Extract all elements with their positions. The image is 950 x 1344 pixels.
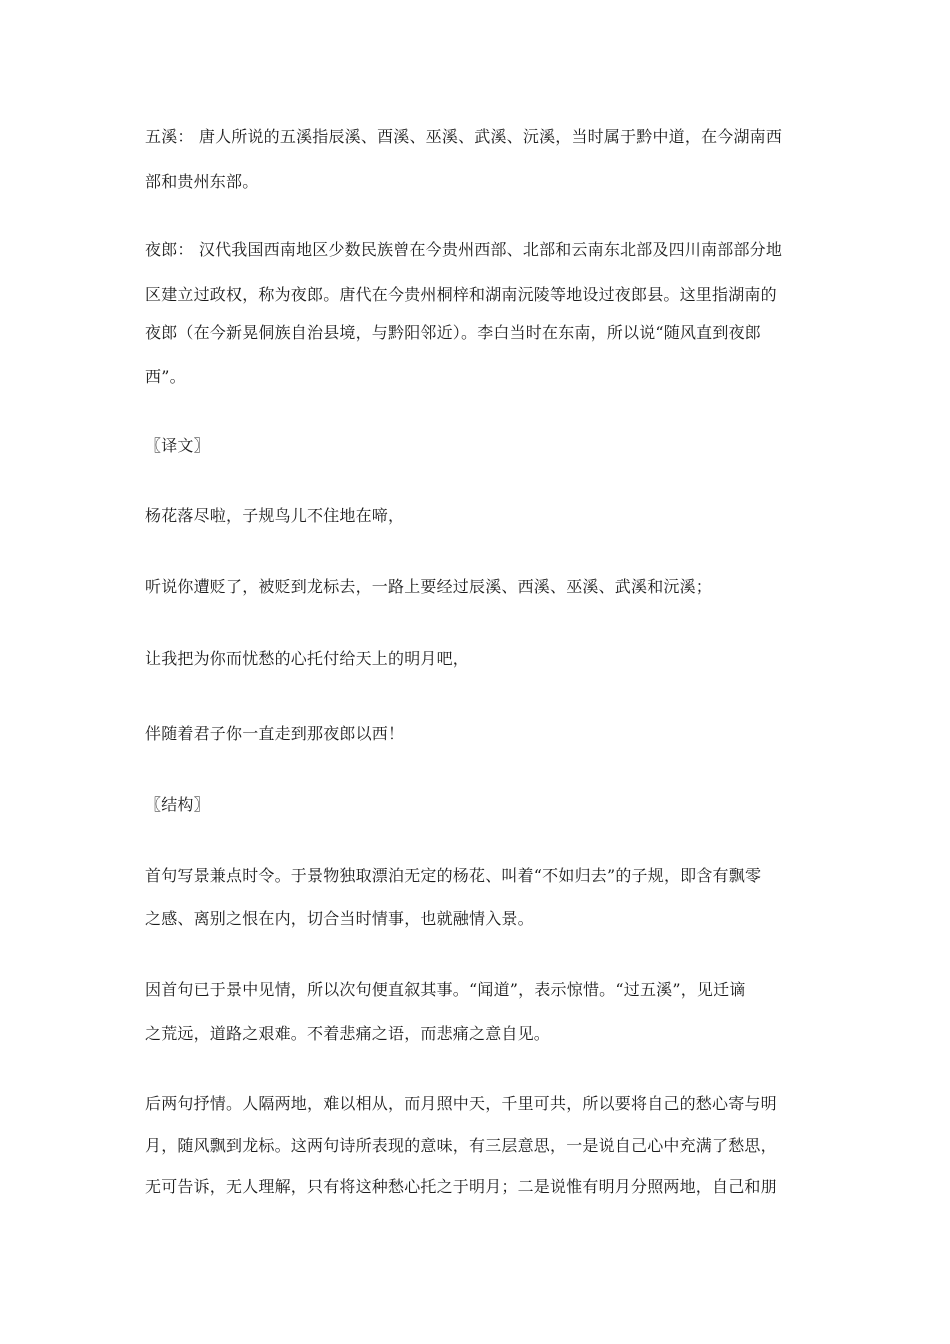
structure-para-3-line-1: 后两句抒情。人隔两地，难以相从，而月照中天，千里可共，所以要将自己的愁心寄与明 [145,1094,777,1113]
structure-para-3-line-2: 月，随风飘到龙标。这两句诗所表现的意味，有三层意思，一是说自己心中充满了愁思， [145,1136,777,1155]
translation-line-1: 杨花落尽啦，子规鸟儿不住地在啼， [145,506,405,525]
structure-para-1-line-1: 首句写景兼点时令。于景物独取漂泊无定的杨花、叫着“不如归去”的子规，即含有飘零 [145,866,762,885]
note-yelang-line-1: 夜郎： 汉代我国西南地区少数民族曾在今贵州西部、北部和云南东北部及四川南部部分地 [145,240,783,259]
note-yelang-line-2: 区建立过政权，称为夜郎。唐代在今贵州桐梓和湖南沅陵等地设过夜郎县。这里指湖南的 [145,285,777,304]
structure-para-1-line-2: 之感、离别之恨在内，切合当时情事，也就融情入景。 [145,909,534,928]
translation-line-3: 让我把为你而忧愁的心托付给天上的明月吧， [145,649,470,668]
note-yelang-line-3: 夜郎（在今新晃侗族自治县境，与黔阳邻近）。李白当时在东南，所以说“随风直到夜郎 [145,323,761,342]
structure-para-3-line-3: 无可告诉，无人理解，只有将这种愁心托之于明月；二是说惟有明月分照两地，自己和朋 [145,1177,777,1196]
note-wuxi-line-2: 部和贵州东部。 [145,172,259,191]
translation-line-4: 伴随着君子你一直走到那夜郎以西！ [145,724,405,743]
structure-heading: 〖结构〗 [145,795,210,814]
translation-line-2: 听说你遭贬了，被贬到龙标去，一路上要经过辰溪、西溪、巫溪、武溪和沅溪； [145,577,713,596]
note-yelang-line-4: 西”。 [145,367,186,386]
translation-heading: 〖译文〗 [145,436,210,455]
structure-para-2-line-1: 因首句已于景中见情，所以次句便直叙其事。“闻道”，表示惊惜。“过五溪”，见迁谪 [145,980,746,999]
note-wuxi-line-1: 五溪： 唐人所说的五溪指辰溪、酉溪、巫溪、武溪、沅溪，当时属于黔中道，在今湖南西 [145,127,783,146]
structure-para-2-line-2: 之荒远，道路之艰难。不着悲痛之语，而悲痛之意自见。 [145,1024,551,1043]
